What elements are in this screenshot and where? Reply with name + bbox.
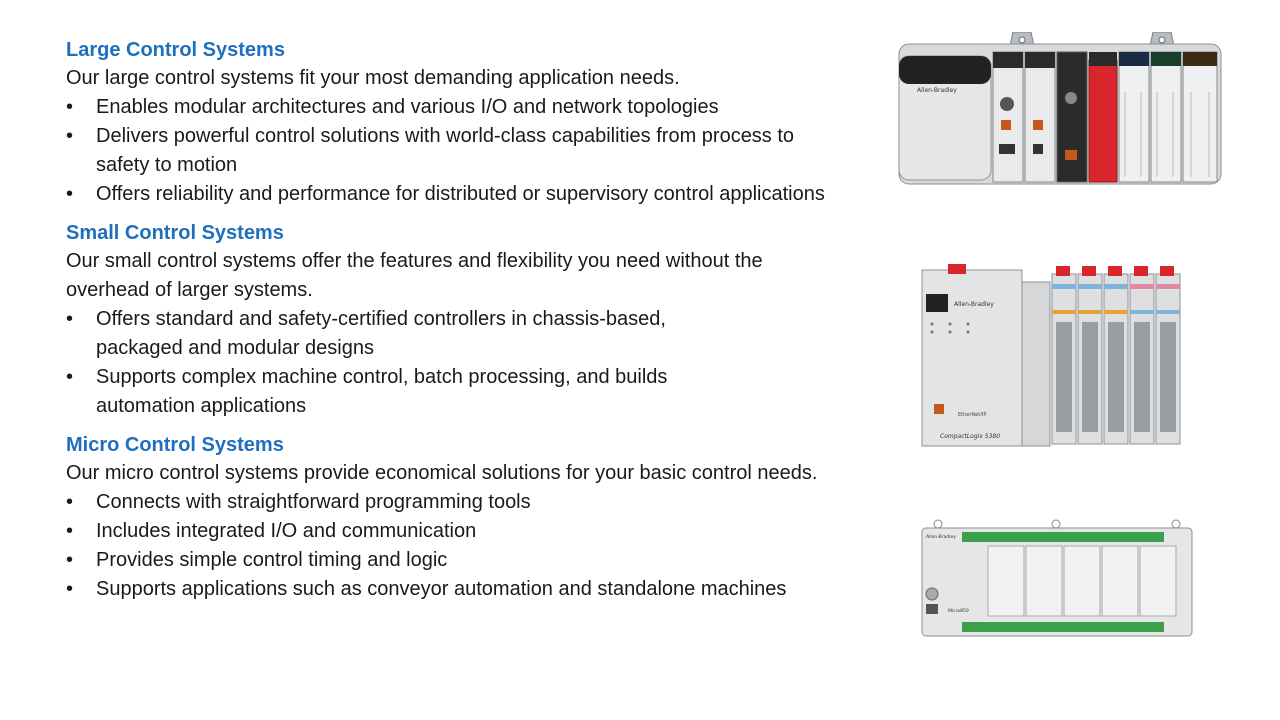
content-column (66, 36, 846, 614)
section-title: Micro Control Systems (66, 434, 284, 456)
micro-model-label: Micro850 (948, 609, 969, 614)
large-control-system-image (895, 32, 1225, 188)
section-intro: Our large control systems fit your most demanding application needs. (66, 67, 680, 89)
bullet-item: • Offers standard and safety-certified controllers in chassis-based, packaged and modular designs (66, 305, 756, 363)
bullet-list (66, 305, 846, 421)
micro-control-system-image (918, 518, 1196, 642)
section-intro: Our micro control systems provide economical solutions for your basic control needs. (66, 462, 818, 484)
small-ethernet-label: EtherNet/IP (958, 412, 987, 418)
section-intro: Our small control systems offer the features and flexibility you need without the overhead of larger systems. (66, 250, 763, 301)
bullet-list (66, 488, 846, 604)
bullet-item: • Enables modular architectures and various I/O and network topologies (66, 93, 846, 122)
bullet-item: • Connects with straightforward programming tools (66, 488, 846, 517)
bullet-item: • Supports applications such as conveyor automation and standalone machines (66, 575, 796, 604)
section-title: Small Control Systems (66, 222, 284, 244)
bullet-item: • Includes integrated I/O and communication (66, 517, 846, 546)
bullet-item: • Provides simple control timing and logic (66, 546, 846, 575)
section-title: Large Control Systems (66, 39, 285, 61)
small-control-system-image (918, 262, 1196, 448)
large-brand-label: Allen-Bradley (917, 87, 957, 94)
section-small (66, 219, 846, 421)
small-brand-label: Allen-Bradley (954, 301, 994, 308)
bullet-item: • Offers reliability and performance for distributed or supervisory control applications (66, 180, 826, 209)
section-micro (66, 431, 846, 604)
bullet-item: • Delivers powerful control solutions with world-class capabilities from process to safety to motion (66, 122, 796, 180)
section-large (66, 36, 846, 209)
bullet-item: • Supports complex machine control, batch processing, and builds automation applications (66, 363, 756, 421)
bullet-list (66, 93, 846, 209)
micro-brand-label: Allen-Bradley (926, 535, 956, 540)
small-model-label: CompactLogix 5380 (940, 433, 1001, 440)
